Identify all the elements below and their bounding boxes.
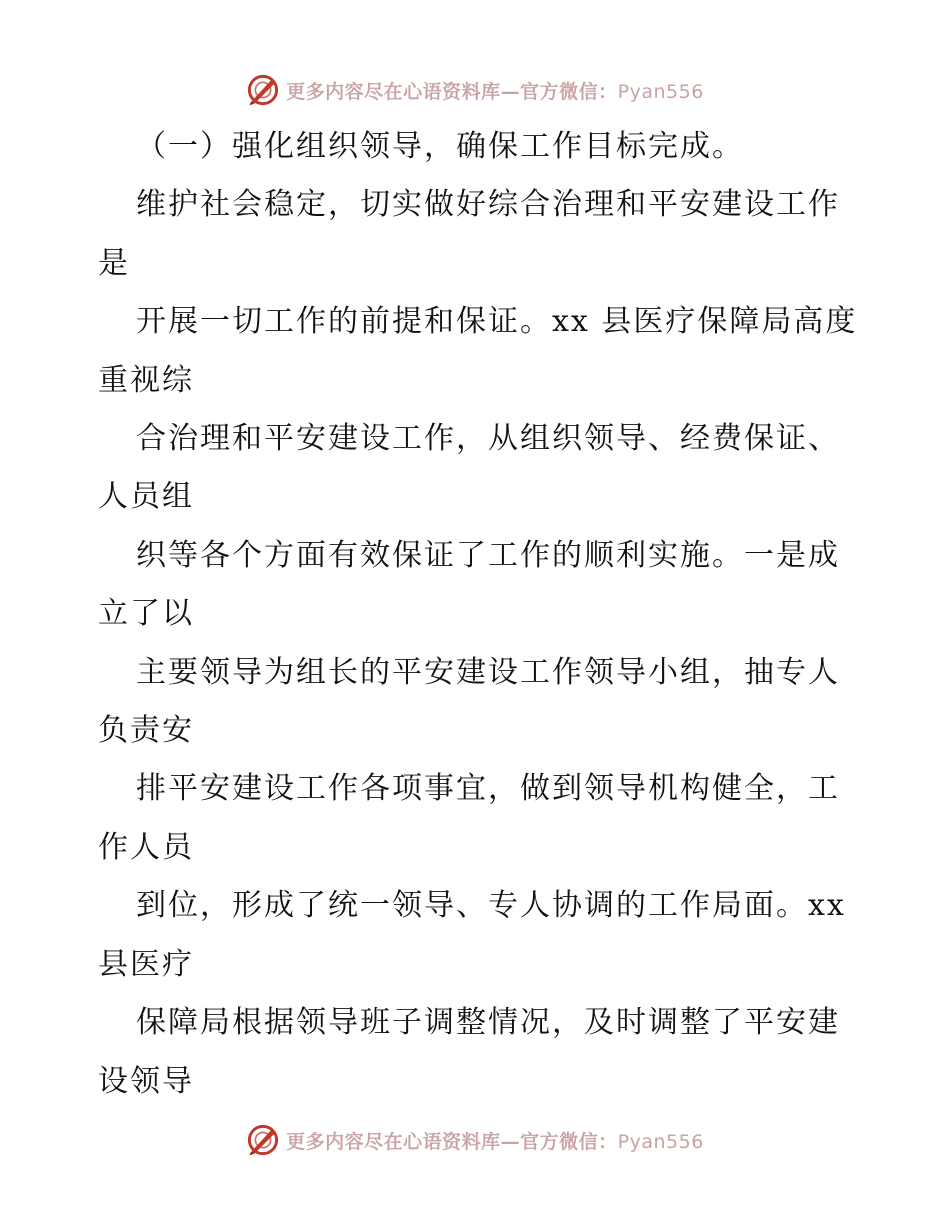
paragraph: 到位，形成了统一领导、专人协调的工作局面。xx 县医疗 — [98, 888, 846, 982]
paragraph: 织等各个方面有效保证了工作的顺利实施。一是成立了以 — [98, 537, 840, 632]
pen-logo-icon — [246, 1123, 280, 1157]
pen-logo-icon — [246, 73, 280, 107]
paragraph: 合治理和平安建设工作，从组织领导、经费保证、人员组 — [98, 421, 840, 515]
watermark-wechat-id: Pyan556 — [617, 1130, 704, 1153]
footer-watermark — [0, 1120, 950, 1160]
paragraph: 开展一切工作的前提和保证。xx 县医疗保障局高度重视综 — [98, 304, 858, 398]
watermark-text: 更多内容尽在心语资料库—官方微信：Pyan556 — [286, 80, 704, 103]
watermark-text: 更多内容尽在心语资料库—官方微信：Pyan556 — [286, 1130, 704, 1153]
paragraph: 维护社会稳定，切实做好综合治理和平安建设工作是 — [98, 187, 840, 281]
watermark-wechat-id: Pyan556 — [617, 80, 704, 103]
paragraph: 保障局根据领导班子调整情况，及时调整了平安建设领导 — [98, 1005, 840, 1099]
paragraph: （一）强化组织领导，确保工作目标完成。 — [136, 129, 744, 164]
paragraph: 排平安建设工作各项事宜，做到领导机构健全，工作人员 — [98, 771, 840, 865]
paragraph: 主要领导为组长的平安建设工作领导小组，抽专人负责安 — [98, 654, 840, 749]
document-body — [98, 118, 858, 1111]
header-watermark — [0, 70, 950, 110]
